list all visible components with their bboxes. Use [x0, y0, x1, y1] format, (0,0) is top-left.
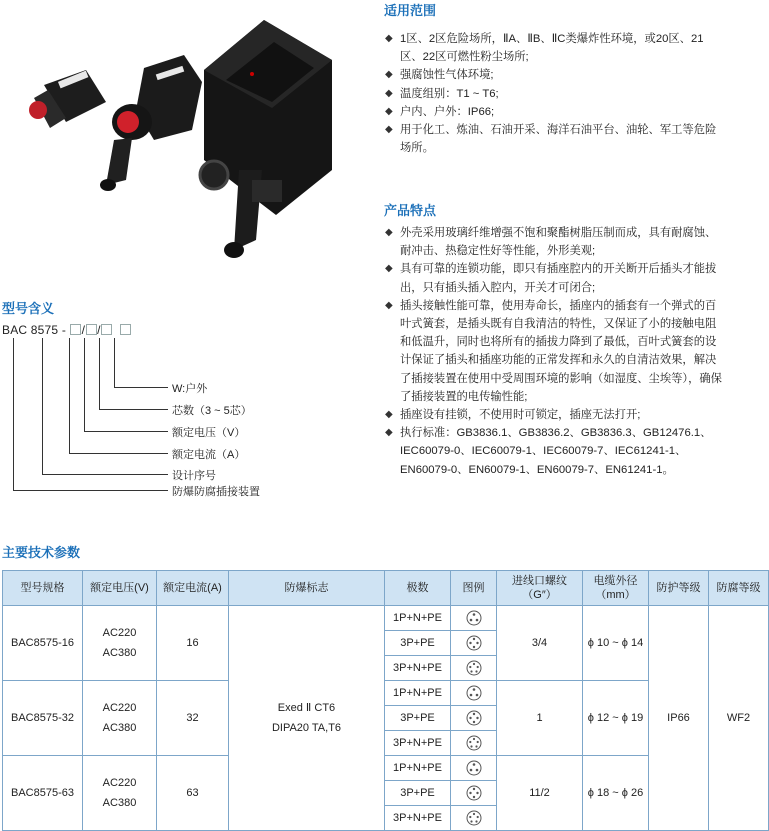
connector-line [42, 474, 168, 475]
voltage-cell: AC220 AC380 [83, 756, 157, 831]
poles-cell: 3P+N+PE [385, 731, 451, 756]
model-label: 设计序号 [172, 470, 216, 482]
list-item: ◆ 插头接触性能可靠，使用寿命长，插座内的插套有一个弹式的百叶式簧套，是插头既有自我清洁的特性，又保证了小的接触电阻和低温升，同时也将所有的插拔力降到了最低，百叶式簧套的设计保证了插头和插座功能的正常发挥和永久的自清洁效果，解决了插接装置在使用中受周围环境的影响（如湿度、尘埃等），确保了插接装置的电传输性能; [384, 297, 724, 406]
connector-line [114, 338, 115, 387]
header-cell: 额定电流(A) [157, 571, 229, 606]
list-item: ◆ 用于化工、炼油、石油开采、海洋石油平台、油轮、军工等危险场所。 [384, 121, 724, 157]
connector-line [42, 338, 43, 474]
anticorrosion-cell: WF2 [709, 606, 769, 831]
placeholder-box [70, 324, 81, 335]
connector-line [99, 409, 168, 410]
separator: / [81, 323, 86, 337]
thread-cell: 1 [497, 681, 583, 756]
connector-line [69, 338, 70, 453]
poles-cell: 1P+N+PE [385, 681, 451, 706]
model-label: 额定电流（A） [172, 449, 246, 461]
model-title: 型号含义 [2, 301, 55, 316]
pin-3p-pe-icon [466, 710, 482, 726]
model-cell: BAC8575-63 [3, 756, 83, 831]
placeholder-box [86, 324, 97, 335]
placeholder-box [120, 324, 131, 335]
diagram-cell [451, 806, 497, 831]
pin-3p-pe-icon [466, 785, 482, 801]
diamond-bullet-icon: ◆ [385, 33, 393, 44]
voltage-cell: AC220 AC380 [83, 681, 157, 756]
diagram-cell [451, 756, 497, 781]
diamond-bullet-icon: ◆ [385, 87, 393, 99]
connector-line [13, 338, 14, 490]
diamond-bullet-icon: ◆ [385, 427, 393, 439]
diamond-bullet-icon: ◆ [385, 105, 393, 117]
header-cell: 防护等级 [649, 571, 709, 606]
separator: / [97, 323, 101, 337]
cable-cell: ϕ 10 ~ ϕ 14 [583, 606, 649, 681]
pin-3p-pe-icon [466, 635, 482, 651]
current-cell: 63 [157, 756, 229, 831]
diamond-bullet-icon: ◆ [385, 69, 393, 81]
diamond-bullet-icon: ◆ [385, 124, 393, 136]
diagram-cell [451, 606, 497, 631]
diagram-cell [451, 656, 497, 681]
list-item: ◆ 具有可靠的连锁功能，即只有插座腔内的开关断开后插头才能拔出，只有插头插入腔内，开关才可闭合; [384, 260, 724, 296]
poles-cell: 3P+PE [385, 631, 451, 656]
cable-cell: ϕ 18 ~ ϕ 26 [583, 756, 649, 831]
model-cell: BAC8575-16 [3, 606, 83, 681]
thread-cell: 3/4 [497, 606, 583, 681]
table-row [3, 606, 769, 631]
scope-title: 适用范围 [384, 3, 437, 18]
list-item: ◆ 1区、2区危险场所，ⅡA、ⅡB、ⅡC类爆炸性环境，或20区、21区、22区可燃性粉尘场所; [384, 30, 724, 66]
features-title: 产品特点 [384, 203, 437, 218]
poles-cell: 3P+N+PE [385, 806, 451, 831]
diagram-cell [451, 731, 497, 756]
model-code-prefix: BAC 8575 - [2, 323, 67, 337]
diamond-bullet-icon: ◆ [385, 227, 393, 238]
pin-3p-n-pe-icon [466, 735, 482, 751]
explosion-mark-cell: Exed Ⅱ CT6 DIPA20 TA,T6 [229, 606, 385, 831]
current-cell: 32 [157, 681, 229, 756]
header-cell: 防腐等级 [709, 571, 769, 606]
model-label: 芯数（3 ~ 5芯） [172, 405, 252, 417]
poles-cell: 3P+N+PE [385, 656, 451, 681]
specs-table [2, 570, 769, 831]
connector-line [84, 431, 168, 432]
diagram-cell [451, 681, 497, 706]
diagram-cell [451, 631, 497, 656]
poles-cell: 3P+PE [385, 706, 451, 731]
list-item: ◆ 强腐蚀性气体环境; [384, 66, 724, 84]
list-item: ◆ 插座设有挂锁，不使用时可锁定，插座无法打开; [384, 406, 724, 424]
list-item: ◆ 温度组别：T1 ~ T6; [384, 85, 724, 103]
model-label: W:户外 [172, 383, 208, 395]
poles-cell: 1P+N+PE [385, 606, 451, 631]
poles-cell: 3P+PE [385, 781, 451, 806]
list-item: ◆ 外壳采用玻璃纤维增强不饱和聚酯树脂压制而成，具有耐腐蚀、耐冲击、热稳定性好等性能，外形美观; [384, 224, 724, 260]
model-label: 额定电压（V） [172, 427, 246, 439]
voltage-cell: AC220 AC380 [83, 606, 157, 681]
features-list [384, 224, 724, 479]
list-item: ◆ 执行标准：GB3836.1、GB3836.2、GB3836.3、GB12476.1、IEC60079-0、IEC60079-1、IEC60079-7、IEC61241-1、EN60079-0、EN60079-1、EN60079-7、EN61241-1。 [384, 424, 724, 479]
model-code [2, 323, 132, 337]
header-cell: 额定电压(V) [83, 571, 157, 606]
diamond-bullet-icon: ◆ [385, 299, 393, 311]
header-cell: 极数 [385, 571, 451, 606]
connector-line [84, 338, 85, 431]
pin-3p-n-pe-icon [466, 810, 482, 826]
header-cell: 防爆标志 [229, 571, 385, 606]
connector-line [69, 453, 168, 454]
diamond-bullet-icon: ◆ [385, 263, 393, 275]
poles-cell: 1P+N+PE [385, 756, 451, 781]
model-label: 防爆防腐插接装置 [172, 486, 260, 498]
cable-cell: ϕ 12 ~ ϕ 19 [583, 681, 649, 756]
table-header-row [3, 571, 769, 606]
switch-box-image [200, 20, 332, 258]
specs-title: 主要技术参数 [2, 545, 81, 560]
connector-line [99, 338, 100, 409]
placeholder-box [101, 324, 112, 335]
model-cell: BAC8575-32 [3, 681, 83, 756]
header-cell: 型号规格 [3, 571, 83, 606]
protection-cell: IP66 [649, 606, 709, 831]
header-cell: 电缆外径（mm） [583, 571, 649, 606]
connector-line [13, 490, 168, 491]
connector-line [114, 387, 168, 388]
diagram-cell [451, 706, 497, 731]
product-photo [14, 10, 344, 270]
scope-list [384, 30, 724, 157]
pin-3p-n-pe-icon [466, 660, 482, 676]
pin-1p-n-pe-icon [466, 685, 482, 701]
header-cell: 进线口螺纹（G″） [497, 571, 583, 606]
thread-cell: 11/2 [497, 756, 583, 831]
header-cell: 图例 [451, 571, 497, 606]
pin-1p-n-pe-icon [466, 760, 482, 776]
list-item: ◆ 户内、户外：IP66; [384, 103, 724, 121]
socket-image [100, 55, 202, 191]
current-cell: 16 [157, 606, 229, 681]
diagram-cell [451, 781, 497, 806]
pin-1p-n-pe-icon [466, 610, 482, 626]
small-plug-image [29, 70, 106, 128]
diamond-bullet-icon: ◆ [385, 409, 393, 421]
